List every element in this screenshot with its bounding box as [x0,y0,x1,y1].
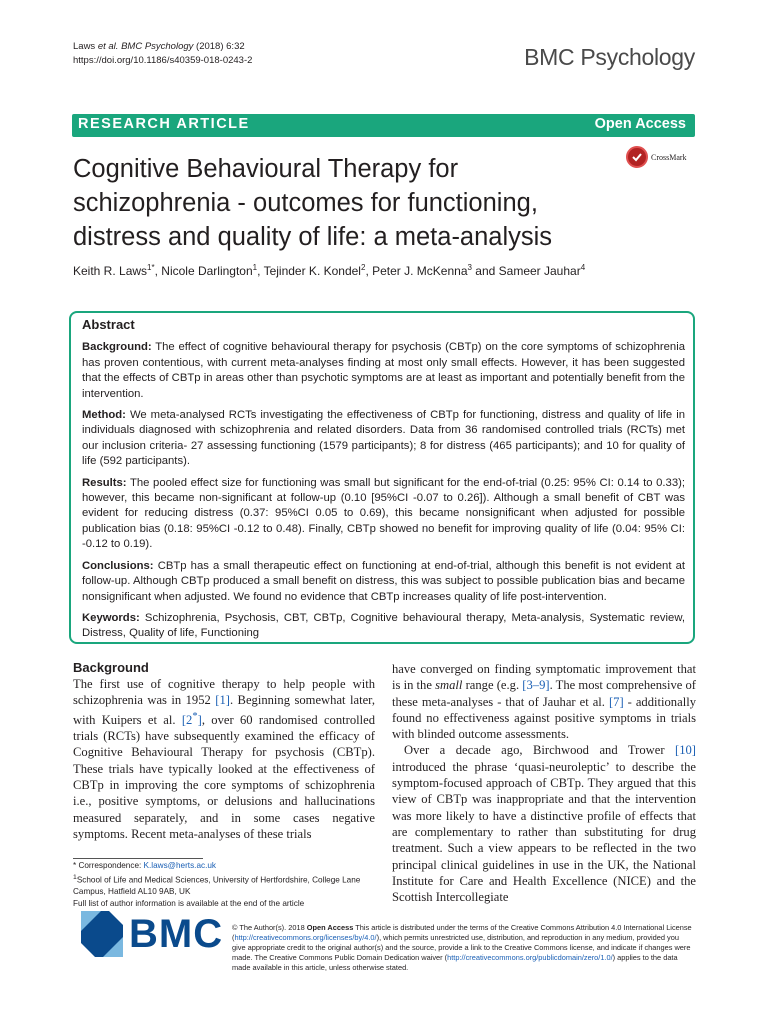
body-paragraph: Over a decade ago, Birchwood and Trower [10] introduced the phrase ‘quasi-neuroleptic’ to describe the symptom-focused approach of CBTp. They argued that this view of CBTp was inappropriate and that the intervention was more likely to have a distinctive profile of effects that are complementary to rather than substituting for drug treatment. Such a view appears to be reflected in the two principal clinical guidelines in use in the UK, the National Institute for Care and Health Excellence (NICE) and the Scottish Intercollegiate [392,743,696,905]
crossmark-label: CrossMark [651,152,687,162]
author-info-note: Full list of author information is available at the end of the article [73,898,305,908]
author-affiliation: 4 [580,263,586,272]
section-heading: Background [73,660,149,675]
reference-link[interactable]: [10] [675,743,696,758]
reference-link[interactable]: [7] [608,694,624,709]
author-list: Keith R. Laws$^{1*}$, Nicole Darlington$^1$, Tejinder K. Kondel$^2$, Peter J. McKenna$^3$ and Sameer Jauhar$^4$ [73,263,586,278]
bmc-logo-text: BMC [129,911,224,956]
doi-link[interactable]: https://doi.org/10.1186/s40359-018-0243-2 [73,55,253,66]
open-access-label: Open Access [594,116,686,132]
body-column-right [392,661,696,905]
crossmark-badge[interactable] [626,146,687,168]
author-name[interactable]: Tejinder K. Kondel [263,264,361,278]
footnote-divider [73,858,203,859]
license-link[interactable]: http://creativecommons.org/licenses/by/4.0/ [234,932,377,942]
author-affiliation: 1* [147,263,155,272]
abstract-background: Background: The effect of cognitive behavioural therapy for psychosis (CBTp) on the core symptoms of schizophrenia has proven contentious, with current meta-analyses finding at most only small effects. However, it has been suggested that the effects of CBTp in areas other than psychotic symptoms are at least as important and potentially benefit from the intervention. [82,341,686,400]
journal-name: BMC Psychology [524,44,695,70]
abstract-heading: Abstract [82,317,135,332]
publisher-logo [81,911,223,957]
abstract-keywords: Keywords: Schizophrenia, Psychosis, CBT, CBTp, Cognitive behavioural therapy, Meta-analysis, Systematic review, Distress, Quality of life, Functioning [82,611,686,640]
reference-link[interactable]: [2*] [181,710,202,727]
correspondence: * Correspondence: K.laws@herts.ac.uk [73,861,217,870]
article-type-label: RESEARCH ARTICLE [78,116,250,132]
abstract-method: Method: We meta-analysed RCTs investigating the effectiveness of CBTp for functioning, distress and quality of life in individuals diagnosed with schizophrenia and related disorders. Data from 36 randomised controlled trials (RCTs) met our inclusion criteria- 27 assessing functioning (1579 participants); 8 for distress (465 participants); and 10 for quality of life (592 participants). [82,409,686,468]
abstract [82,317,685,648]
abstract-conclusions: Conclusions: CBTp has a small therapeutic effect on functioning at end-of-trial, although this benefit is not evident at follow-up. Although CBTp produced a small benefit on distress, this was subject to possible publication bias and became nonsignificant when adjusted. We found no evidence that CBTp increases quality of life post-intervention. [82,559,686,603]
author-affiliation: 3 [467,263,472,272]
author-affiliation: 1 [252,263,258,272]
abstract-results: Results: The pooled effect size for functioning was small but significant for the end-of-trial (0.25: 95% CI: 0.14 to 0.33); however, this became non-significant at follow-up (0.10 [95%CI -0.07 to 0.26]). Although a small benefit of CBT was evident for reducing distress (0.37: 95%CI 0.05 to 0.69), this became nonsignificant when adjusted for possible publication bias (0.18: 95%CI -0.12 to 0.48). Finally, CBTp showed no benefit for improving quality of life (0.04: 95% CI: -0.12 to 0.19). [82,476,686,551]
bmc-logo-icon [81,911,123,957]
reference-link[interactable]: [1] [215,693,230,708]
author-affiliation: 2 [360,263,366,272]
citation-line: Laws et al. BMC Psychology (2018) 6:32 [73,41,245,52]
author-name[interactable]: Peter J. McKenna [372,264,468,278]
crossmark-icon [626,146,648,168]
license-statement: © The Author(s). 2018 Open Access This article is distributed under the terms of the Creative Commons Attribution 4.0 International License (http://creativecommons.org/licenses/by/4.0/), which permits unrestricted use, distribution, and reproduction in any medium, provided you give appropriate credit to the original author(s) and the source, provide a link to the Creative Commons license, and indicate if changes were made. The Creative Commons Public Domain Dedication waiver (http://creativecommons.org/publicdomain/zero/1.0/) applies to the data made available in this article, unless otherwise stated. [232,923,692,972]
article-title: Cognitive Behavioural Therapy for schizophrenia - outcomes for functioning, distress and quality of life: a meta-analysis [73,155,553,251]
body-column-left [73,660,375,842]
footnotes [73,860,373,910]
email-link[interactable]: K.laws@herts.ac.uk [143,861,217,870]
body-paragraph: The first use of cognitive therapy to help people with schizophrenia was in 1952 [1]. Beginning somewhat later, with Kuipers et al. [2*], over 60 randomised controlled trials (RCTs) have subsequently examined the efficacy of Cognitive Behavioural Therapy for psychosis (CBTp). These trials have typically looked at the effectiveness of CBTp in improving the core symptoms of schizophrenia i.e., positive symptoms, or delusions and hallucinations measured separately, and in some cases negative symptoms. Recent meta-analyses of these trials [73,677,376,841]
author-name[interactable]: Nicole Darlington [161,264,253,278]
citation-header [73,40,252,68]
public-domain-link[interactable]: http://creativecommons.org/publicdomain/zero/1.0/ [447,952,613,962]
author-name[interactable]: Keith R. Laws [73,264,148,278]
affiliation: $^1$School of Life and Medical Sciences, University of Hertfordshire, College Lane Campus, Hatfield AL10 9AB, UK [73,873,361,897]
reference-link[interactable]: [3–9] [522,678,550,693]
author-name[interactable]: Sameer Jauhar [498,264,581,278]
body-paragraph: have converged on finding symptomatic improvement that is in the small range (e.g. [3–9]. The most comprehensive of these meta-analyses - that of Jauhar et al. [7] - additionally found no effectiveness against positive symptoms in trials with blinded outcome assessments. [392,662,697,742]
